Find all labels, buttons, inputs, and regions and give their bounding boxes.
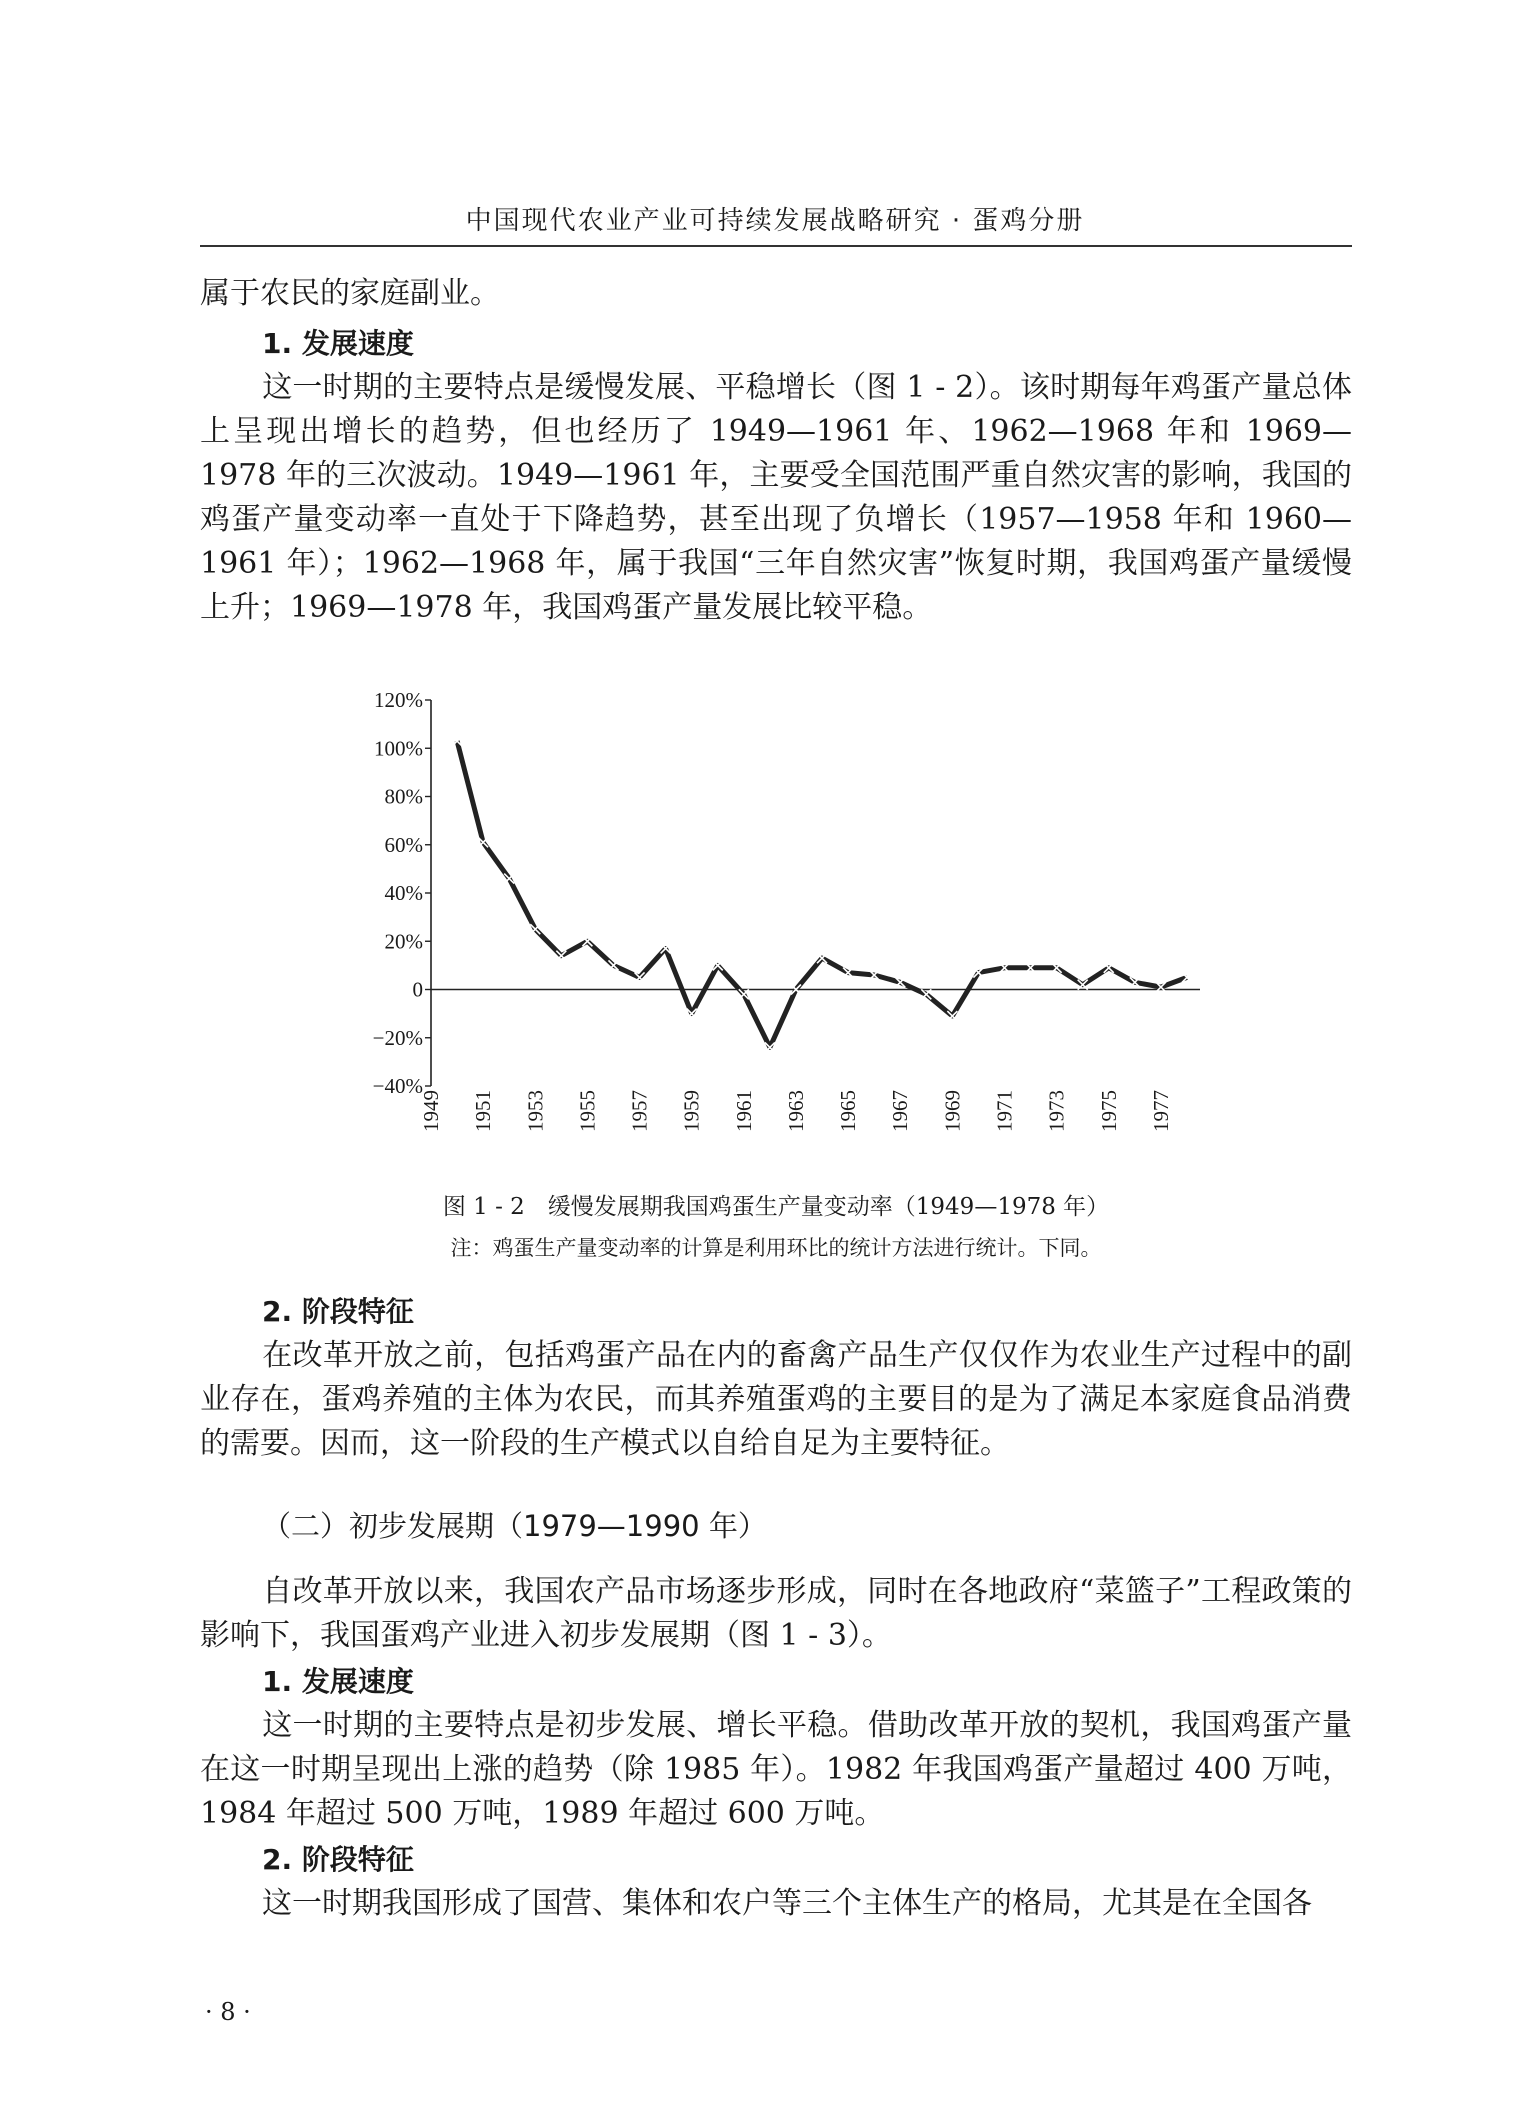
line-chart xyxy=(340,680,1220,1200)
x-tick-label: 1955 xyxy=(575,1090,600,1132)
x-tick-label: 1975 xyxy=(1096,1090,1121,1132)
section-heading-initial-development: （二）初步发展期（1979—1990 年） xyxy=(262,1509,767,1543)
x-tick-label: 1977 xyxy=(1148,1090,1173,1132)
x-tick-label: 1973 xyxy=(1044,1090,1069,1132)
y-tick-label: 0 xyxy=(412,977,423,1002)
y-tick-label: 60% xyxy=(384,832,423,857)
x-tick-label: 1965 xyxy=(836,1090,861,1132)
series-line xyxy=(457,741,1187,1047)
header-rule xyxy=(200,245,1352,247)
y-tick-label: 80% xyxy=(384,784,423,809)
heading-stage-features-2: 2. 阶段特征 xyxy=(262,1843,414,1876)
x-tick-label: 1961 xyxy=(731,1090,756,1132)
heading-development-speed: 1. 发展速度 xyxy=(262,327,414,360)
paragraph-development-speed-text: 这一时期的主要特点是缓慢发展、平稳增长（图 1 - 2）。该时期每年鸡蛋产量总体上呈现出增长的趋势，但也经历了 1949—1961 年、1962—1968 年和 1969—1978 年的三次波动。1949—1961 年，主要受全国范围严重自然灾害的影响，我国的鸡蛋产量变动率一直处于下降趋势，甚至出现了负增长（1957—1958 年和 1960—1961 年）；1962—1968 年，属于我国“三年自然灾害”恢复时期，我国鸡蛋产量缓慢上升；1969—1978 年，我国鸡蛋产量发展比较平稳。 xyxy=(200,370,1352,625)
x-tick-label: 1967 xyxy=(888,1090,913,1132)
paragraph-stage-features-2-text: 这一时期我国形成了国营、集体和农户等三个主体生产的格局，尤其是在全国各 xyxy=(262,1886,1312,1921)
paragraph-reform-intro-text: 自改革开放以来，我国农产品市场逐步形成，同时在各地政府“菜篮子”工程政策的影响下，我国蛋鸡产业进入初步发展期（图 1 - 3）。 xyxy=(200,1574,1352,1653)
y-tick-label: −20% xyxy=(372,1025,423,1050)
page-number: · 8 · xyxy=(205,1998,251,2026)
x-tick-label: 1957 xyxy=(627,1090,652,1132)
x-tick-label: 1951 xyxy=(471,1090,496,1132)
figure-caption: 图 1 - 2 缓慢发展期我国鸡蛋生产量变动率（1949—1978 年） xyxy=(442,1194,1110,1220)
y-tick-label: 20% xyxy=(384,929,423,954)
x-tick-label: 1953 xyxy=(523,1090,548,1132)
heading-stage-features: 2. 阶段特征 xyxy=(262,1295,414,1328)
paragraph-development-speed xyxy=(200,366,1352,630)
x-tick-label: 1959 xyxy=(679,1090,704,1132)
paragraph-reform-intro xyxy=(200,1570,1352,1658)
x-tick-label: 1949 xyxy=(419,1090,443,1132)
y-tick-label: 40% xyxy=(384,881,423,905)
x-tick-label: 1963 xyxy=(783,1090,808,1132)
paragraph-stage-features-2 xyxy=(200,1882,1352,1926)
figure-note: 注：鸡蛋生产量变动率的计算是利用环比的统计方法进行统计。下同。 xyxy=(450,1236,1102,1260)
paragraph-continuation: 属于农民的家庭副业。 xyxy=(200,276,500,311)
paragraph-development-speed-2-text: 这一时期的主要特点是初步发展、增长平稳。借助改革开放的契机，我国鸡蛋产量在这一时期呈现出上涨的趋势（除 1985 年）。1982 年我国鸡蛋产量超过 400 万吨，1984 年超过 500 万吨，1989 年超过 600 万吨。 xyxy=(200,1708,1352,1831)
y-tick-label: −40% xyxy=(372,1074,423,1098)
paragraph-stage-features xyxy=(200,1334,1352,1466)
chart-svg xyxy=(340,680,1220,1200)
y-tick-label: 100% xyxy=(374,736,423,761)
paragraph-development-speed-2 xyxy=(200,1704,1352,1836)
x-tick-label: 1969 xyxy=(940,1090,965,1132)
x-tick-label: 1971 xyxy=(992,1090,1017,1132)
running-header: 中国现代农业产业可持续发展战略研究 · 蛋鸡分册 xyxy=(465,206,1085,236)
paragraph-stage-features-text: 在改革开放之前，包括鸡蛋产品在内的畜禽产品生产仅仅作为农业生产过程中的副业存在，蛋鸡养殖的主体为农民，而其养殖蛋鸡的主要目的是为了满足本家庭食品消费的需要。因而，这一阶段的生产模式以自给自足为主要特征。 xyxy=(200,1338,1352,1461)
heading-development-speed-2: 1. 发展速度 xyxy=(262,1665,414,1698)
y-tick-label: 120% xyxy=(374,688,423,712)
